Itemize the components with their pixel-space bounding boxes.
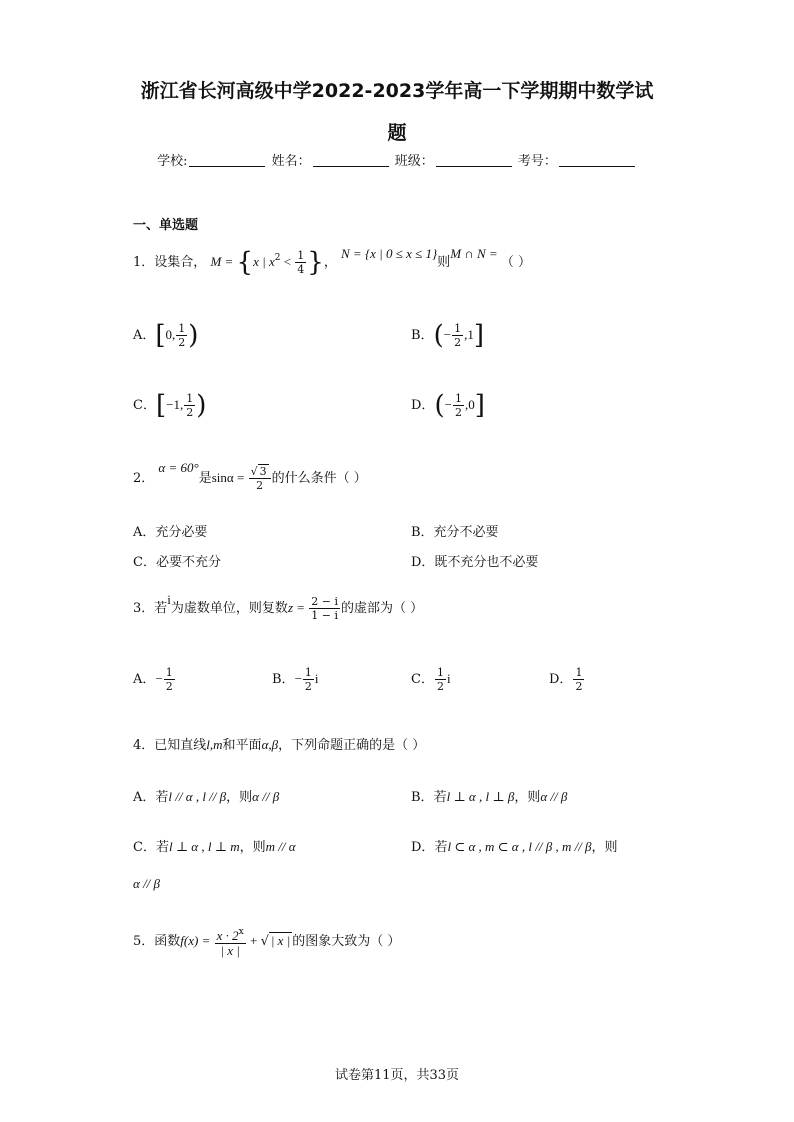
page-title: 浙江省长河高级中学2022-2023学年高一下学期期中数学试 [140, 80, 654, 102]
math-expression: sinα = [211, 470, 248, 485]
math-expression: x | x [253, 254, 275, 269]
fraction: $\frac{x \cdot 2^x}{| x |}$ [216, 927, 244, 958]
fraction: $\frac{2 - i}{1 - i}$ [311, 595, 339, 622]
question-1-stem [133, 246, 531, 276]
question-text: 函数 [154, 934, 181, 949]
question-1-option-b[interactable]: B．(− $\frac{1}{2}$ ,1] [411, 320, 484, 351]
math-expression: M = [210, 254, 237, 269]
question-text: 设集合， [154, 255, 207, 270]
fraction: $\frac{√ 3}{2}$ [249, 465, 271, 492]
question-3-option-c[interactable]: C． $\frac{1}{2}$ i [411, 666, 451, 693]
answer-paren: （ ） [500, 255, 532, 270]
question-1-option-a[interactable]: A．[0, $\frac{1}{2}$ ) [133, 320, 199, 351]
question-2-option-b[interactable]: B．充分不必要 [411, 525, 499, 540]
brace-open-icon: { [236, 247, 254, 278]
name-label: 姓名： [271, 154, 311, 169]
brace-close-icon: } [307, 247, 324, 278]
math-expression: f(x) = [180, 933, 214, 948]
math-operator: < [280, 254, 295, 269]
class-blank[interactable] [436, 152, 512, 167]
question-text: 的图象大致为（ ） [292, 934, 401, 949]
question-4-stem [133, 734, 425, 753]
sqrt-icon: √ [260, 934, 269, 949]
question-text: 若 [154, 601, 168, 616]
math-expression: α = 60° [158, 460, 199, 475]
question-1-option-c[interactable]: C．[−1, $\frac{1}{2}$ ) [133, 390, 207, 421]
math-expression: N = {x | 0 ≤ x ≤ 1} [341, 246, 438, 261]
question-text: 为虚数单位，则复数 [170, 601, 288, 616]
question-4-option-b[interactable]: B．若l ⊥ α , l ⊥ β，则α // β [411, 789, 568, 805]
student-info-line [0, 150, 794, 169]
question-3-stem [133, 592, 423, 622]
math-expression: α,β [261, 737, 279, 752]
question-text: 则 [437, 255, 451, 270]
question-number: 3． [133, 601, 155, 616]
question-2-option-d[interactable]: D．既不充分也不必要 [411, 555, 539, 570]
fraction: $\frac{1}{4}$ [297, 249, 305, 276]
question-text: 的虚部为（ ） [341, 601, 424, 616]
math-expression: z = [287, 600, 309, 615]
exam-number-label: 考号： [517, 154, 557, 169]
question-text: 是 [198, 471, 212, 486]
math-expression: | x | [270, 933, 291, 948]
question-4-option-d[interactable]: D．若l ⊂ α , m ⊂ α , l // β , m // β，则 [411, 839, 618, 855]
math-operator: + [246, 933, 261, 948]
math-expression: l,m [206, 737, 223, 752]
question-2-stem [133, 460, 367, 492]
page-title-line2: 题 [387, 122, 407, 144]
question-3-option-d[interactable]: D． $\frac{1}{2}$ [549, 666, 583, 693]
question-number: 1． [133, 255, 155, 270]
question-3-option-b[interactable]: B．− $\frac{1}{2}$ i [272, 666, 319, 693]
question-text: ，下列命题正确的是（ ） [278, 738, 426, 753]
superscript: 2 [274, 253, 281, 263]
math-expression: M ∩ N = [450, 246, 501, 261]
question-number: 4． [133, 738, 155, 753]
question-4-option-c[interactable]: C．若l ⊥ α , l ⊥ m，则m // α [133, 839, 296, 855]
school-label: 学校: [157, 154, 188, 169]
exam-number-blank[interactable] [559, 152, 635, 167]
question-number: 5． [133, 934, 155, 949]
punctuation: ， [323, 255, 337, 270]
question-text: 已知直线 [154, 738, 207, 753]
question-1-option-d[interactable]: D．(− $\frac{1}{2}$ ,0] [411, 390, 485, 421]
math-symbol: i [167, 592, 171, 607]
page-footer: 试卷第11页，共33页 [334, 1068, 460, 1083]
class-label: 班级： [394, 154, 434, 169]
question-3-option-a[interactable]: A．− $\frac{1}{2}$ [133, 666, 173, 693]
question-5-stem [133, 926, 400, 957]
question-4-option-a[interactable]: A．若l // α , l // β，则α // β [133, 789, 280, 805]
question-text: 和平面 [222, 738, 262, 753]
question-text: 的什么条件（ ） [271, 471, 367, 486]
section-heading: 一、单选题 [133, 218, 199, 233]
question-2-option-a[interactable]: A．充分必要 [133, 525, 208, 540]
question-2-option-c[interactable]: C．必要不充分 [133, 555, 221, 570]
question-4-option-d-continuation: α // β [133, 876, 161, 891]
school-blank[interactable] [189, 152, 265, 167]
question-number: 2． [133, 471, 155, 486]
name-blank[interactable] [313, 152, 389, 167]
